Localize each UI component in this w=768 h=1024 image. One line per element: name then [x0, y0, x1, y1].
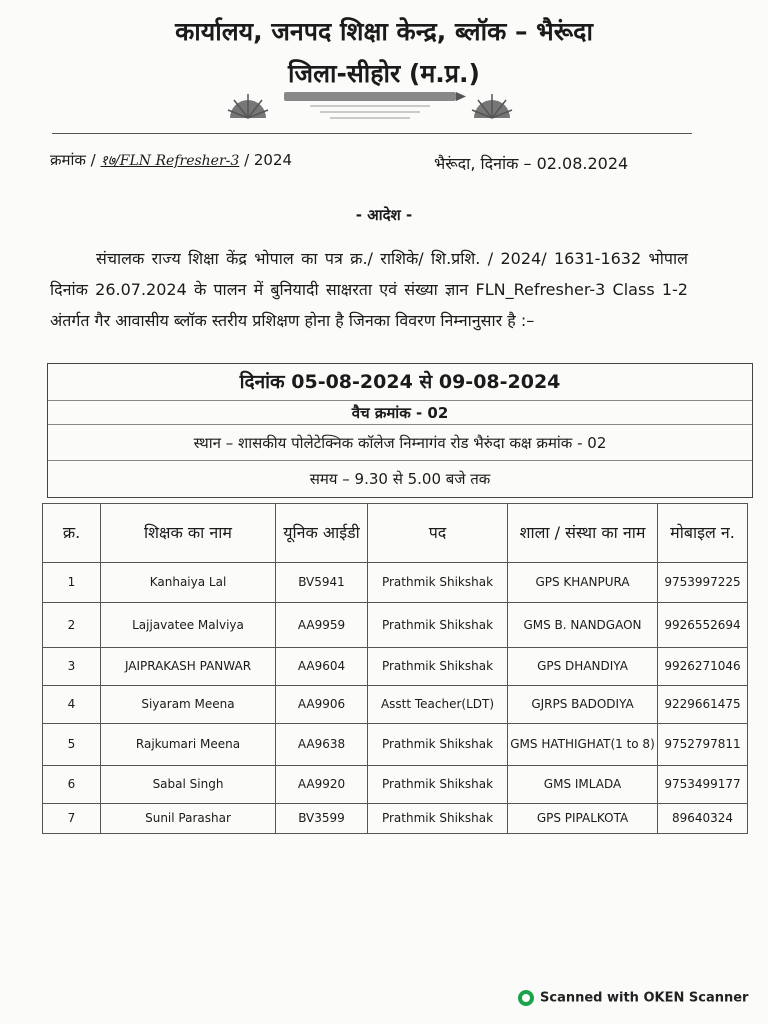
cell-designation: Asstt Teacher(LDT) [368, 686, 508, 724]
district-title: जिला-सीहोर (म.प्र.) [288, 59, 480, 88]
table-row [43, 648, 748, 686]
scanner-watermark [518, 990, 748, 1006]
cell-designation: Prathmik Shikshak [368, 724, 508, 766]
training-time: समय – 9.30 से 5.00 बजे तक [309, 470, 491, 488]
cell-mobile: 89640324 [658, 804, 748, 834]
reference-code: FLN Refresher-3 [119, 153, 240, 169]
order-body-text: संचालक राज्य शिक्षा केंद्र भोपाल का पत्र क्र./ राशिके/ शि.प्रशि. / 2024/ 1631-1632 भोपाल दिनांक 26.07.2024 के पालन में बुनियादी साक्षरता एवं संख्या ज्ञान FLN_Refresher-3 Class 1-2 अंतर्गत गैर आवासीय ब्लॉक स्तरीय प्रशिक्षण होना है जिनका विवरण निम्नानुसार है :– [50, 249, 688, 330]
cell-mobile: 9753997225 [658, 563, 748, 603]
cell-designation: Prathmik Shikshak [368, 563, 508, 603]
cell-designation: Prathmik Shikshak [368, 804, 508, 834]
sun-emblem-left-icon [228, 94, 268, 118]
table-row [43, 804, 748, 834]
cell-mobile: 9752797811 [658, 724, 748, 766]
cell-unique-id: AA9959 [276, 603, 368, 648]
reference-handwritten-number: १७/ [100, 153, 120, 169]
cell-serial: 2 [43, 603, 101, 648]
cell-mobile: 9926271046 [658, 648, 748, 686]
reference-number [50, 150, 292, 170]
oken-scanner-logo-icon [518, 990, 534, 1006]
sun-emblem-right-icon [472, 94, 512, 118]
table-row [43, 603, 748, 648]
table-header-row [43, 504, 748, 563]
pencil-banner-icon [284, 92, 466, 118]
header-unique-id: यूनिक आईडी [276, 504, 368, 563]
cell-unique-id: AA9638 [276, 724, 368, 766]
header-serial: क्र. [43, 504, 101, 563]
table-row [43, 724, 748, 766]
issue-date: भैरूंदा, दिनांक – 02.08.2024 [434, 154, 629, 173]
cell-teacher-name: Lajjavatee Malviya [101, 603, 276, 648]
teacher-table [42, 503, 748, 834]
cell-designation: Prathmik Shikshak [368, 603, 508, 648]
header-designation: पद [368, 504, 508, 563]
table-row [43, 686, 748, 724]
cell-teacher-name: Rajkumari Meena [101, 724, 276, 766]
training-batch: वैच क्रमांक - 02 [48, 401, 752, 425]
emblem-banner [220, 84, 520, 124]
cell-designation: Prathmik Shikshak [368, 648, 508, 686]
cell-unique-id: AA9920 [276, 766, 368, 804]
cell-teacher-name: Sabal Singh [101, 766, 276, 804]
cell-unique-id: BV5941 [276, 563, 368, 603]
cell-school-name: GMS B. NANDGAON [508, 603, 658, 648]
cell-serial: 3 [43, 648, 101, 686]
training-details-box [47, 363, 753, 498]
header-divider [52, 133, 692, 134]
cell-designation: Prathmik Shikshak [368, 766, 508, 804]
reference-prefix: क्रमांक / [50, 151, 101, 169]
scanner-text: Scanned with OKEN Scanner [540, 990, 749, 1006]
cell-unique-id: AA9604 [276, 648, 368, 686]
cell-serial: 6 [43, 766, 101, 804]
cell-school-name: GMS IMLADA [508, 766, 658, 804]
cell-teacher-name: Kanhaiya Lal [101, 563, 276, 603]
cell-serial: 1 [43, 563, 101, 603]
training-dates: दिनांक 05-08-2024 से 09-08-2024 [48, 364, 752, 401]
order-heading: - आदेश - [355, 206, 413, 224]
office-title: कार्यालय, जनपद शिक्षा केन्द्र, ब्लॉक – भैरूंदा [175, 17, 593, 46]
header-school-name: शाला / संस्था का नाम [508, 504, 658, 563]
cell-teacher-name: JAIPRAKASH PANWAR [101, 648, 276, 686]
cell-serial: 5 [43, 724, 101, 766]
cell-mobile: 9926552694 [658, 603, 748, 648]
cell-unique-id: BV3599 [276, 804, 368, 834]
cell-mobile: 9229661475 [658, 686, 748, 724]
cell-school-name: GMS HATHIGHAT(1 to 8) [508, 724, 658, 766]
header-mobile: मोबाइल न. [658, 504, 748, 563]
cell-teacher-name: Siyaram Meena [101, 686, 276, 724]
reference-year: / 2024 [239, 151, 293, 169]
cell-school-name: GPS KHANPURA [508, 563, 658, 603]
cell-unique-id: AA9906 [276, 686, 368, 724]
cell-serial: 7 [43, 804, 101, 834]
table-row [43, 766, 748, 804]
header-teacher-name: शिक्षक का नाम [101, 504, 276, 563]
cell-teacher-name: Sunil Parashar [101, 804, 276, 834]
cell-school-name: GPS PIPALKOTA [508, 804, 658, 834]
cell-school-name: GPS DHANDIYA [508, 648, 658, 686]
cell-school-name: GJRPS BADODIYA [508, 686, 658, 724]
table-row [43, 563, 748, 603]
order-body [50, 243, 688, 336]
cell-mobile: 9753499177 [658, 766, 748, 804]
cell-serial: 4 [43, 686, 101, 724]
training-venue: स्थान – शासकीय पोलेटेक्निक कॉलेज निम्नागंव रोड भैरुंदा कक्ष क्रमांक - 02 [48, 425, 752, 461]
